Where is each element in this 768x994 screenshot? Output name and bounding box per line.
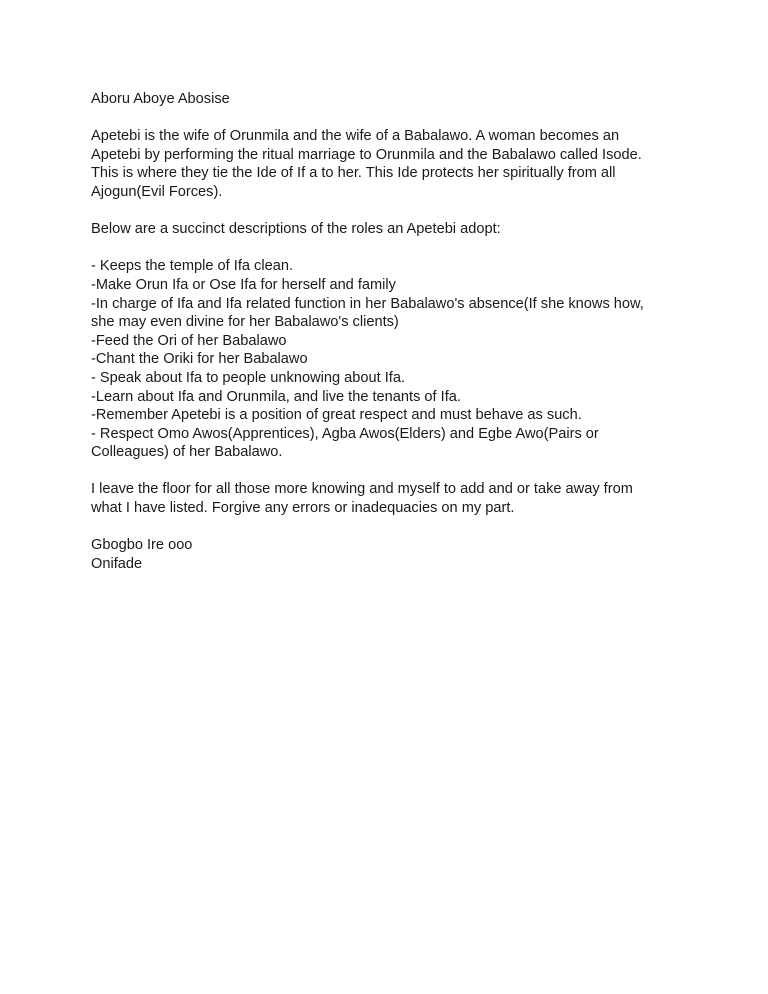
- intro-line: Apetebi is the wife of Orunmila and the wife of a Babalawo. A woman becomes an: [91, 128, 620, 145]
- intro-line: Apetebi by performing the ritual marriage to Orunmila and the Babalawo called Isode.: [91, 146, 642, 163]
- role-line: -Feed the Ori of her Babalawo: [91, 332, 287, 349]
- signoff-blessing: Gbogbo Ire ooo: [91, 537, 193, 554]
- role-line: -Remember Apetebi is a position of great respect and must behave as such.: [91, 407, 582, 424]
- list-intro-paragraph: [91, 220, 691, 239]
- intro-line: This is where they tie the Ide of If a to her. This Ide protects her spiritually from all: [91, 165, 616, 182]
- closing-line: I leave the floor for all those more knowing and myself to add and or take away from: [91, 481, 633, 498]
- role-line: -Learn about Ifa and Orunmila, and live the tenants of Ifa.: [91, 388, 461, 405]
- role-line: -Make Orun Ifa or Ose Ifa for herself and family: [91, 276, 396, 293]
- role-line: -In charge of Ifa and Ifa related function in her Babalawo's absence(If she knows how,: [91, 295, 644, 312]
- list-intro-line: Below are a succinct descriptions of the roles an Apetebi adopt:: [91, 221, 501, 238]
- signoff-author: Onifade: [91, 555, 143, 572]
- role-line: she may even divine for her Babalawo's clients): [91, 314, 399, 331]
- closing-paragraph: [91, 480, 691, 517]
- closing-line: what I have listed. Forgive any errors or inadequacies on my part.: [91, 500, 515, 517]
- role-line: - Respect Omo Awos(Apprentices), Agba Awos(Elders) and Egbe Awo(Pairs or: [91, 425, 599, 442]
- intro-line: Ajogun(Evil Forces).: [91, 183, 223, 200]
- role-line: Colleagues) of her Babalawo.: [91, 444, 283, 461]
- greeting: [91, 90, 691, 109]
- intro-paragraph: [91, 127, 691, 201]
- document-page: [91, 90, 691, 592]
- roles-list: [91, 257, 691, 462]
- role-line: - Speak about Ifa to people unknowing about Ifa.: [91, 369, 405, 386]
- greeting-line: Aboru Aboye Abosise: [91, 91, 230, 107]
- signoff: [91, 536, 691, 573]
- role-line: -Chant the Oriki for her Babalawo: [91, 351, 308, 368]
- role-line: - Keeps the temple of Ifa clean.: [91, 258, 293, 275]
